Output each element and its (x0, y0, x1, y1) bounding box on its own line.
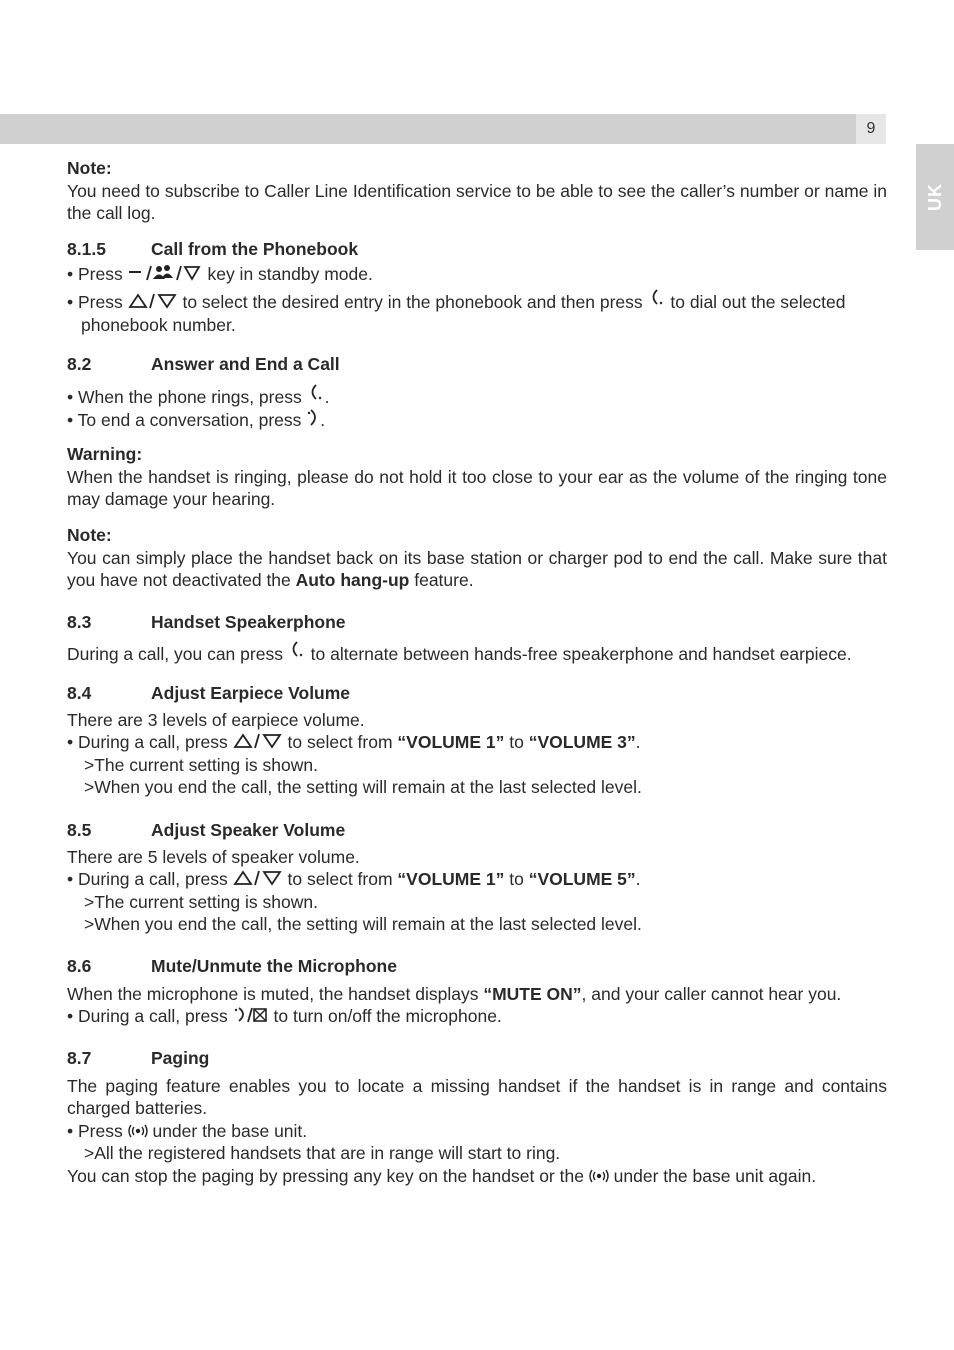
section-heading (67, 353, 887, 376)
text-run: to (504, 869, 529, 889)
list-item (67, 288, 887, 336)
section-heading (67, 955, 887, 978)
section-8-1-5 (67, 238, 887, 336)
section-number: 8.1.5 (67, 239, 106, 259)
text-run: to alternate between hands-free speakerphone and handset earpiece. (305, 643, 852, 664)
section-title: Adjust Speaker Volume (151, 820, 346, 840)
text-run: During a call, you can press (67, 643, 288, 664)
text-run: under the base unit again. (608, 1165, 817, 1186)
list-item (67, 731, 887, 754)
text-run: to turn on/off the microphone. (268, 1006, 502, 1026)
talk-icon (288, 640, 306, 662)
talk-icon (307, 383, 325, 405)
section-title: Adjust Earpiece Volume (151, 683, 351, 703)
paragraph: There are 5 levels of speaker volume. (67, 846, 360, 867)
text-run: “VOLUME 3” (528, 732, 636, 752)
section-8-6 (67, 955, 887, 1028)
text-run: • Press (67, 263, 128, 284)
section-number: 8.3 (67, 612, 92, 632)
text-run: • During a call, press (67, 869, 233, 889)
text-run: • Press (67, 292, 128, 312)
warning-text: When the handset is ringing, please do not hold it too close to your ear as the volume of the ringing tone may damage your hearing. (67, 466, 887, 509)
section-heading (67, 1047, 887, 1070)
text-run: “MUTE ON” (483, 983, 582, 1004)
section-number: 8.4 (67, 683, 92, 703)
note-block (67, 524, 887, 592)
text-run: . (324, 386, 330, 407)
list-item (67, 1120, 887, 1143)
warning-label: Warning: (67, 444, 143, 464)
list-item (67, 263, 887, 286)
up-down-arrows-icon (233, 732, 283, 750)
result-line: >The current setting is shown. (84, 754, 318, 775)
up-down-arrows-icon (233, 869, 283, 887)
list-item (67, 408, 887, 432)
text-run: to select from (282, 869, 398, 889)
text-run: key in standby mode. (202, 263, 373, 284)
result-line: >All the registered handsets that are in range will start to ring. (84, 1143, 561, 1163)
paragraph: The paging feature enables you to locate a missing handset if the handset is in range and contains charged batteries. (67, 1075, 887, 1118)
text-run: . (635, 869, 641, 889)
text-run: feature. (409, 570, 474, 590)
text-run: under the base unit. (147, 1120, 308, 1141)
result-line: >When you end the call, the setting will remain at the last selected level. (84, 777, 642, 797)
section-title: Handset Speakerphone (151, 612, 346, 632)
text-run: You can simply place the handset back on its base station or charger pod to end the call. Make sure that you have not deactivated the (67, 547, 887, 590)
list-item (67, 383, 887, 409)
result-line: >When you end the call, the setting will remain at the last selected level. (84, 914, 642, 934)
text-run: to select the desired entry in the phonebook and then press (177, 292, 648, 312)
list-item (67, 868, 887, 891)
section-number: 8.7 (67, 1048, 92, 1068)
text-run: , and your caller cannot hear you. (581, 983, 842, 1004)
text-run: • When the phone rings, press (67, 386, 307, 407)
text-run: Auto hang-up (295, 570, 410, 590)
section-title: Answer and End a Call (151, 354, 340, 374)
text-run: • To end a conversation, press (67, 410, 307, 430)
note-text: You need to subscribe to Caller Line Identification service to be able to see the caller’s number or name in the call log. (67, 180, 887, 223)
list-item (67, 1005, 887, 1028)
mute-icon (233, 1006, 269, 1024)
section-title: Call from the Phonebook (151, 239, 359, 259)
section-heading (67, 682, 887, 705)
end-call-icon (306, 408, 320, 428)
paragraph (67, 640, 887, 666)
text-run: When the microphone is muted, the handset displays (67, 983, 484, 1004)
text-run: • During a call, press (67, 1006, 233, 1026)
text-run: to (504, 732, 529, 752)
section-title: Mute/Unmute the Microphone (151, 956, 397, 976)
section-heading (67, 819, 887, 842)
section-8-5 (67, 819, 887, 936)
text-run: “VOLUME 1” (397, 869, 505, 889)
paging-icon (128, 1123, 148, 1139)
text-run: . (635, 732, 641, 752)
text-run: to select from (282, 732, 398, 752)
language-tab (916, 144, 954, 250)
section-heading (67, 611, 887, 634)
header-bar (0, 114, 856, 144)
section-8-3 (67, 611, 887, 665)
text-run: . (320, 410, 326, 430)
menu-contacts-down-icon (128, 264, 203, 282)
result-line: >The current setting is shown. (84, 891, 318, 912)
section-number: 8.5 (67, 820, 92, 840)
warning-block (67, 443, 887, 511)
paragraph (67, 1165, 887, 1188)
section-number: 8.6 (67, 956, 92, 976)
section-8-2 (67, 353, 887, 432)
note-text (67, 547, 887, 592)
note-label: Note: (67, 525, 112, 545)
paragraph: There are 3 levels of earpiece volume. (67, 709, 365, 730)
language-tab-label: UK (924, 183, 945, 211)
section-heading (67, 238, 887, 261)
text-run: to dial out the selected phonebook number. (81, 292, 846, 335)
section-number: 8.2 (67, 354, 92, 374)
note-label: Note: (67, 158, 112, 178)
paging-icon (589, 1168, 609, 1184)
text-run: “VOLUME 5” (528, 869, 636, 889)
page-number: 9 (856, 114, 886, 144)
text-run: • Press (67, 1120, 128, 1141)
talk-icon (648, 288, 666, 310)
note-block (67, 157, 887, 225)
section-title: Paging (151, 1048, 210, 1068)
text-run: You can stop the paging by pressing any key on the handset or the (67, 1165, 589, 1186)
paragraph (67, 983, 887, 1006)
up-down-arrows-icon (128, 292, 178, 310)
text-run: • During a call, press (67, 732, 233, 752)
section-8-7 (67, 1047, 887, 1187)
text-run: “VOLUME 1” (397, 732, 505, 752)
section-8-4 (67, 682, 887, 799)
